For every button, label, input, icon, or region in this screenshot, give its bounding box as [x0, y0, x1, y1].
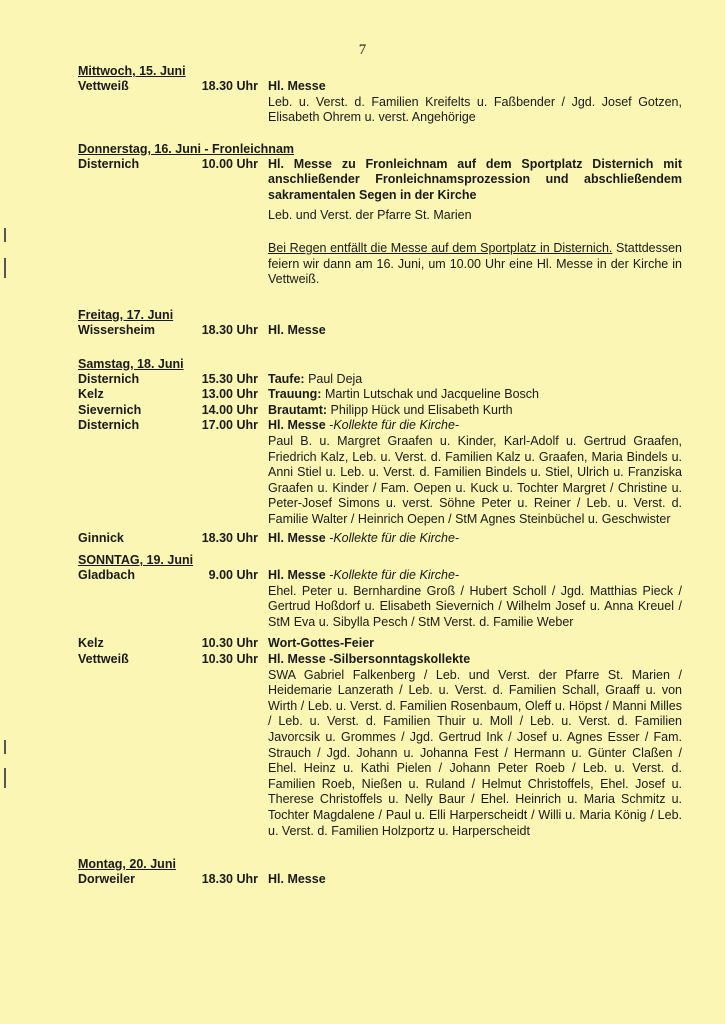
entry-time: 10.30 Uhr	[201, 636, 258, 651]
entry-title: Hl. Messe	[268, 79, 326, 93]
day-header: SONNTAG, 19. Juni	[78, 553, 194, 568]
entry-description	[268, 636, 682, 652]
entry-place: Vettweiß	[78, 652, 129, 667]
entry-time: 9.00 Uhr	[208, 568, 258, 583]
schedule-entry	[78, 323, 682, 339]
day-header: Mittwoch, 15. Juni	[78, 64, 186, 78]
entry-description	[268, 79, 682, 126]
schedule-entry	[78, 157, 682, 223]
day-section	[78, 142, 682, 288]
entry-place: Kelz	[78, 636, 104, 651]
day-header: Freitag, 17. Juni	[78, 307, 174, 322]
entry-title: Hl. Messe	[268, 568, 326, 583]
entry-place: Dorweiler	[78, 872, 135, 887]
entry-description	[268, 387, 682, 403]
entry-title: Hl. Messe	[268, 872, 326, 887]
schedule-entry	[78, 372, 682, 388]
rain-notice-underlined: Bei Regen entfällt die Messe auf dem Sportplatz in Disternich.	[268, 241, 613, 256]
rain-notice	[268, 241, 682, 288]
entry-time: 10.00 Uhr	[201, 156, 258, 171]
punch-mark	[4, 768, 6, 788]
entry-place: Wissersheim	[78, 322, 156, 337]
entry-text: Martin Lutschak und Jacqueline Bosch	[324, 387, 539, 402]
schedule-entry	[78, 652, 682, 839]
punch-mark	[4, 258, 6, 278]
entry-description	[268, 652, 682, 839]
entry-text: Paul B. u. Margret Graafen u. Kinder, Karl-Adolf u. Gertrud Graafen, Friedrich Kalz, Leb. u. Verst. d. Familien Kalz u. Graafen, Maria Bindels u. Anni Stiel u. Leb. u. Verst. d. Familien Bindels u. Stiel, Ulrich u. Franziska Graafen u. Kinder / Fam. Oepen u. Kuck u. Tochter Margret / Christine u. Peter-Josef Simons u. verst. Söhne Peter u. Reiner / Leb. u. Verst. d. Familie Walter / Heinrich Oepen / StM Agnes Steinbüchel u. Geschwister	[268, 433, 682, 526]
entry-description	[268, 418, 682, 527]
entry-title: Brautamt:	[268, 402, 328, 417]
schedule-entry	[78, 636, 682, 652]
entry-time: 18.30 Uhr	[201, 322, 258, 337]
entry-time: 17.00 Uhr	[201, 418, 258, 433]
entry-title: Hl. Messe	[268, 418, 326, 433]
entry-place: Sievernich	[78, 402, 142, 417]
day-section	[78, 857, 682, 888]
day-section	[78, 357, 682, 548]
day-section	[78, 308, 682, 339]
entry-text: Leb. u. Verst. d. Familien Kreifelts u. Faßbender / Jgd. Josef Gotzen, Elisabeth Ohrem u. verst. Angehörige	[268, 94, 682, 125]
schedule-entry	[78, 872, 682, 888]
entry-text: Leb. und Verst. der Pfarre St. Marien	[268, 207, 472, 222]
entry-text: SWA Gabriel Falkenberg / Leb. und Verst. der Pfarre St. Marien / Heidemarie Lanzerath / Leb. u. Verst. d. Familien Schall, Graaff u. von Wirth / Leb. u. Verst. d. Familien Rosenbaum, Oleff u. Höpst / Manni Milles / Leb. u. Verst. d. Familien Thuir u. Moll / Leb. u. Verst. d. Familien Javorcsik u. Grommes / Jgd. Gertrud Ink / Josef u. Agnes Esser / Fam. Strauch / Jgd. Johann u. Johanna Fest / Hermann u. Günter Claßen / Ehel. Heinz u. Kathi Pielen / Johann Peter Roeb / Leb. u. Verst. d. Familien Roeb, Nießen u. Ruland / Helmut Christoffels, Ehel. Josef u. Therese Christoffels u. Nelly Baur / Ehel. Heinrich u. Maria Schmitz u. Tochter Magdalene / Paul u. Elli Harperscheidt / Willi u. Maria König / Leb. u. Verst. d. Familien Holzportz u. Harperscheidt	[268, 667, 682, 838]
entry-text: Philipp Hück und Elisabeth Kurth	[330, 402, 513, 417]
page-number: 7	[358, 42, 367, 58]
schedule-entry	[78, 531, 682, 547]
punch-mark	[4, 740, 6, 754]
entry-title: Trauung:	[268, 387, 322, 402]
entry-title: Wort-Gottes-Feier	[268, 636, 375, 651]
entry-time: 18.30 Uhr	[201, 79, 258, 93]
entry-place: Disternich	[78, 371, 140, 386]
entry-text: Paul Deja	[308, 371, 363, 386]
entry-title: Hl. Messe	[268, 531, 326, 546]
entry-title: Hl. Messe zu Fronleichnam auf dem Sportplatz Disternich mit anschließender Fronleichnamsprozession und abschließendem sakramentalen Segen in der Kirche	[268, 156, 682, 202]
entry-description	[268, 323, 682, 339]
entry-description	[268, 372, 682, 388]
entry-description	[268, 568, 682, 630]
entry-place: Ginnick	[78, 531, 124, 546]
schedule	[78, 64, 682, 902]
day-header: Montag, 20. Juni	[78, 857, 176, 872]
day-section	[78, 64, 682, 126]
rain-notice-text: Stattdessen feiern wir dann am 16. Juni, um 10.00 Uhr eine Hl. Messe in der Kirche in Vettweiß.	[268, 241, 682, 287]
entry-title: Hl. Messe	[268, 322, 326, 337]
day-header: Donnerstag, 16. Juni - Fronleichnam	[78, 141, 295, 156]
entry-place: Gladbach	[78, 568, 135, 583]
entry-description	[268, 157, 682, 223]
entry-place: Disternich	[78, 156, 140, 171]
schedule-entry	[78, 79, 682, 126]
entry-description	[268, 403, 682, 419]
entry-title: Hl. Messe -Silbersonntagskollekte	[268, 652, 471, 667]
entry-text: Ehel. Peter u. Bernhardine Groß / Hubert Scholl / Jgd. Matthias Pieck / Gertrud Hoßdorf u. Elisabeth Sievernich / Wilhelm Josef u. Anna Kreuel / StM Eva u. Sibylla Pesch / StM Verst. d. Familie Weber	[268, 583, 682, 629]
entry-place: Vettweiß	[78, 79, 129, 93]
entry-collection: -Kollekte für die Kirche-	[329, 568, 460, 583]
entry-time: 18.30 Uhr	[201, 531, 258, 546]
day-section	[78, 553, 682, 839]
entry-time: 14.00 Uhr	[201, 402, 258, 417]
entry-place: Kelz	[78, 387, 104, 402]
schedule-entry	[78, 568, 682, 630]
entry-place: Disternich	[78, 418, 140, 433]
day-header: Samstag, 18. Juni	[78, 356, 184, 371]
entry-title: Taufe:	[268, 371, 305, 386]
schedule-entry	[78, 403, 682, 419]
entry-time: 18.30 Uhr	[201, 872, 258, 887]
punch-mark	[4, 228, 6, 242]
entry-description	[268, 531, 682, 547]
entry-collection: -Kollekte für die Kirche-	[329, 418, 460, 433]
entry-time: 13.00 Uhr	[201, 387, 258, 402]
entry-collection: -Kollekte für die Kirche-	[329, 531, 460, 546]
schedule-entry	[78, 387, 682, 403]
entry-time: 10.30 Uhr	[201, 652, 258, 667]
entry-time: 15.30 Uhr	[201, 371, 258, 386]
schedule-entry	[78, 418, 682, 527]
entry-description	[268, 872, 682, 888]
